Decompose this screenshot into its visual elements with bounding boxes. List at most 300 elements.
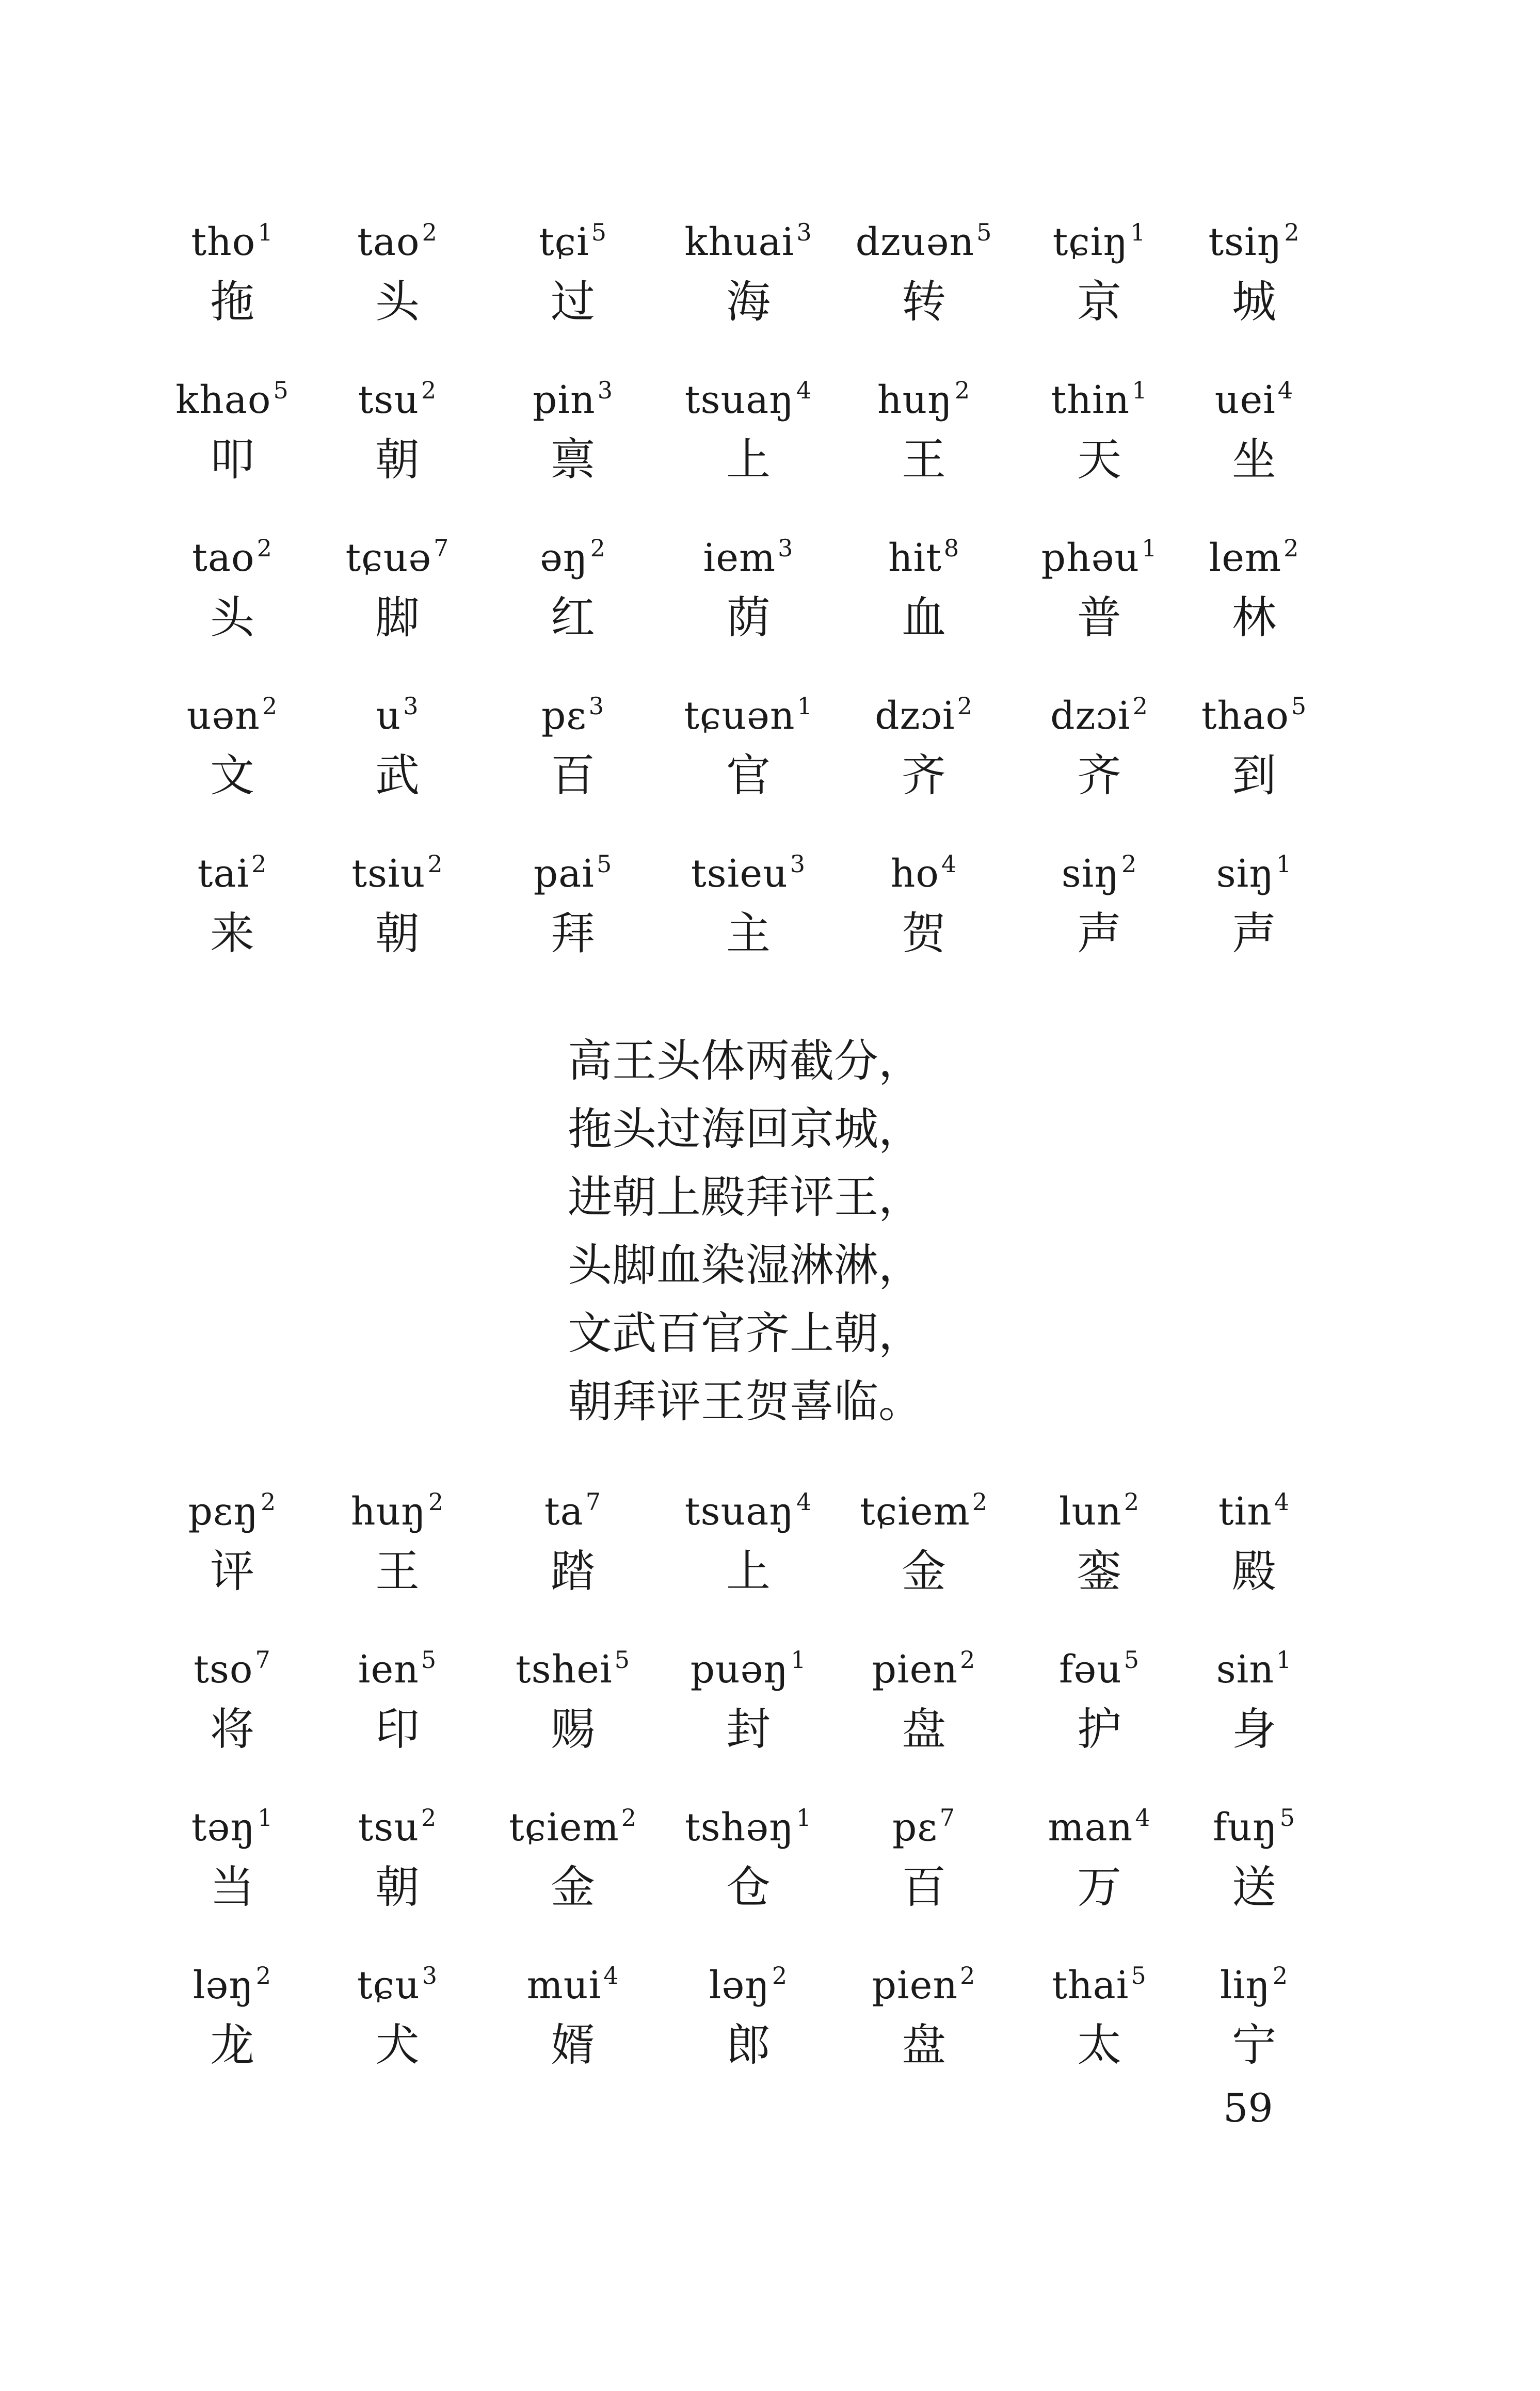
romanization-syllable: pin: [533, 378, 596, 422]
interlinear-block-2: [170, 1471, 1332, 2103]
syllable-cell: [1022, 1629, 1177, 1768]
chinese-character: 金: [902, 1546, 946, 1597]
tone-number: 1: [1276, 850, 1292, 878]
syllable-cell: [495, 359, 650, 499]
tone-number: 5: [591, 218, 607, 246]
romanization-syllable: tsu: [358, 1805, 420, 1850]
romanization: [495, 675, 650, 737]
romanization-syllable: siŋ: [1061, 852, 1120, 896]
syllable-cell: [320, 1945, 475, 2084]
romanization-syllable: huŋ: [877, 378, 953, 422]
syllable-cell: [1022, 359, 1177, 499]
romanization-syllable: dzɔi: [1050, 694, 1131, 738]
syllable-cell: [320, 517, 475, 656]
romanization: [1022, 1471, 1177, 1533]
syllable-cell: [671, 833, 826, 972]
romanization: [495, 1787, 650, 1849]
romanization-syllable: thai: [1052, 1963, 1129, 2008]
romanization: [320, 201, 475, 263]
poem-verse: [568, 1027, 923, 1436]
romanization: [320, 359, 475, 421]
syllable-cell: [846, 675, 1001, 814]
tone-number: 5: [1131, 1962, 1147, 1989]
romanization: [671, 1629, 826, 1691]
romanization-syllable: tɕu: [357, 1963, 420, 2008]
romanization: [155, 833, 310, 895]
tone-number: 1: [791, 1646, 807, 1674]
romanization-syllable: tao: [192, 536, 255, 580]
tone-number: 1: [258, 218, 274, 246]
poem-line: 高王头体两截分，: [568, 1035, 923, 1087]
romanization: [155, 1629, 310, 1691]
romanization-syllable: phəu: [1041, 536, 1140, 580]
romanization-syllable: lun: [1058, 1489, 1122, 1534]
syllable-cell: [671, 359, 826, 499]
romanization: [846, 1471, 1001, 1533]
romanization-syllable: tai: [197, 852, 250, 896]
chinese-character: 赐: [551, 1704, 595, 1755]
romanization-syllable: əŋ: [540, 536, 588, 580]
syllable-cell: [846, 833, 1001, 972]
romanization: [495, 1945, 650, 2007]
chinese-character: 盘: [902, 2019, 946, 2071]
chinese-character: 王: [902, 434, 946, 486]
chinese-character: 转: [902, 276, 946, 328]
syllable-cell: [1022, 201, 1177, 341]
tone-number: 7: [255, 1646, 271, 1674]
syllable-cell: [671, 517, 826, 656]
tone-number: 3: [796, 218, 812, 246]
romanization-syllable: təŋ: [191, 1805, 255, 1850]
romanization: [155, 1471, 310, 1533]
romanization-syllable: pien: [872, 1963, 958, 2008]
romanization-syllable: tshəŋ: [684, 1805, 794, 1850]
romanization: [320, 1945, 475, 2007]
interlinear-row: [170, 201, 1332, 359]
chinese-character: 仓: [726, 1862, 771, 1913]
tone-number: 4: [941, 850, 957, 878]
romanization: [1177, 675, 1332, 737]
romanization-syllable: tho: [191, 220, 256, 264]
chinese-character: 京: [1077, 276, 1121, 328]
syllable-cell: [155, 201, 310, 341]
chinese-character: 拖: [210, 276, 254, 328]
romanization-syllable: man: [1048, 1805, 1133, 1850]
tone-number: 1: [797, 692, 813, 720]
chinese-character: 脚: [375, 592, 420, 644]
chinese-character: 头: [210, 592, 254, 644]
romanization: [1022, 517, 1177, 579]
syllable-cell: [1177, 517, 1332, 656]
syllable-cell: [155, 833, 310, 972]
chinese-character: 齐: [902, 750, 946, 801]
tone-number: 1: [257, 1804, 274, 1832]
syllable-cell: [320, 833, 475, 972]
syllable-cell: [1177, 1945, 1332, 2084]
chinese-character: 宁: [1232, 2019, 1276, 2071]
romanization: [1177, 1945, 1332, 2007]
romanization: [1177, 833, 1332, 895]
tone-number: 2: [421, 1804, 437, 1832]
chinese-character: 齐: [1077, 750, 1121, 801]
romanization-syllable: lem: [1209, 536, 1282, 580]
syllable-cell: [155, 1787, 310, 1926]
interlinear-row: [170, 517, 1332, 675]
romanization-syllable: ləŋ: [709, 1963, 770, 2008]
chinese-character: 坐: [1232, 434, 1276, 486]
romanization-syllable: pien: [872, 1647, 958, 1692]
interlinear-row: [170, 1629, 1332, 1787]
chinese-character: 犬: [375, 2019, 420, 2071]
tone-number: 2: [957, 692, 973, 720]
romanization-syllable: uei: [1214, 378, 1276, 422]
romanization-syllable: tsiu: [351, 852, 426, 896]
romanization-syllable: fuŋ: [1213, 1805, 1278, 1850]
tone-number: 5: [273, 376, 289, 404]
syllable-cell: [495, 1629, 650, 1768]
tone-number: 3: [597, 376, 613, 404]
chinese-character: 到: [1232, 750, 1276, 801]
tone-number: 2: [954, 376, 971, 404]
chinese-character: 文: [210, 750, 254, 801]
chinese-character: 荫: [726, 592, 771, 644]
romanization: [1022, 1629, 1177, 1691]
tone-number: 2: [590, 534, 606, 562]
chinese-character: 声: [1232, 908, 1276, 959]
chinese-character: 护: [1077, 1704, 1121, 1755]
romanization-syllable: liŋ: [1220, 1963, 1271, 2008]
interlinear-row: [170, 359, 1332, 517]
romanization: [846, 1787, 1001, 1849]
romanization: [1177, 1471, 1332, 1533]
tone-number: 2: [261, 1488, 277, 1516]
chinese-character: 天: [1077, 434, 1121, 486]
chinese-character: 郎: [726, 2019, 771, 2071]
poem-line: 文武百官齐上朝，: [568, 1308, 923, 1359]
romanization-syllable: tso: [194, 1647, 253, 1692]
romanization: [1022, 1787, 1177, 1849]
romanization-syllable: pɛ: [541, 694, 587, 738]
romanization-syllable: pɛ: [892, 1805, 938, 1850]
chinese-character: 万: [1077, 1862, 1121, 1913]
romanization: [1177, 1787, 1332, 1849]
chinese-character: 上: [726, 1546, 771, 1597]
romanization: [671, 1945, 826, 2007]
tone-number: 2: [422, 218, 438, 246]
romanization: [495, 1471, 650, 1533]
tone-number: 1: [1142, 534, 1158, 562]
syllable-cell: [671, 675, 826, 814]
romanization-syllable: thin: [1051, 378, 1130, 422]
tone-number: 2: [1284, 218, 1300, 246]
syllable-cell: [320, 1471, 475, 1610]
chinese-character: 上: [726, 434, 771, 486]
syllable-cell: [846, 517, 1001, 656]
syllable-cell: [320, 201, 475, 341]
romanization-syllable: u: [376, 694, 402, 738]
tone-number: 2: [621, 1804, 637, 1832]
tone-number: 3: [778, 534, 794, 562]
romanization: [846, 359, 1001, 421]
romanization-syllable: tsuaŋ: [684, 1489, 794, 1534]
romanization: [495, 1629, 650, 1691]
tone-number: 2: [255, 1962, 272, 1989]
syllable-cell: [155, 1629, 310, 1768]
romanization-syllable: tɕuə: [345, 536, 432, 580]
chinese-character: 林: [1232, 592, 1276, 644]
syllable-cell: [1177, 675, 1332, 814]
romanization: [495, 833, 650, 895]
chinese-character: 婿: [551, 2019, 595, 2071]
tone-number: 2: [428, 1488, 444, 1516]
romanization: [320, 517, 475, 579]
tone-number: 5: [1291, 692, 1307, 720]
romanization-syllable: khuai: [684, 220, 795, 264]
syllable-cell: [671, 1787, 826, 1926]
tone-number: 1: [796, 1804, 812, 1832]
chinese-character: 印: [375, 1704, 420, 1755]
tone-number: 5: [614, 1646, 631, 1674]
romanization: [495, 201, 650, 263]
chinese-character: 当: [210, 1862, 254, 1913]
tone-number: 1: [1130, 218, 1146, 246]
romanization-syllable: tsu: [358, 378, 420, 422]
chinese-character: 銮: [1077, 1546, 1121, 1597]
syllable-cell: [671, 201, 826, 341]
chinese-character: 龙: [210, 2019, 254, 2071]
syllable-cell: [155, 1945, 310, 2084]
romanization-syllable: tsuaŋ: [684, 378, 794, 422]
tone-number: 7: [939, 1804, 955, 1832]
poem-line: 进朝上殿拜评王，: [568, 1172, 923, 1223]
romanization-syllable: tɕuən: [684, 694, 795, 738]
chinese-character: 血: [902, 592, 946, 644]
chinese-character: 海: [726, 276, 771, 328]
syllable-cell: [1177, 1471, 1332, 1610]
chinese-character: 来: [210, 908, 254, 959]
syllable-cell: [1177, 1787, 1332, 1926]
tone-number: 2: [262, 692, 278, 720]
romanization-syllable: tɕiem: [859, 1489, 970, 1534]
syllable-cell: [320, 359, 475, 499]
chinese-character: 封: [726, 1704, 771, 1755]
romanization: [1177, 1629, 1332, 1691]
chinese-character: 头: [375, 276, 420, 328]
syllable-cell: [1177, 1629, 1332, 1768]
interlinear-row: [170, 833, 1332, 991]
syllable-cell: [671, 1945, 826, 2084]
romanization: [320, 1629, 475, 1691]
syllable-cell: [846, 1787, 1001, 1926]
romanization-syllable: tao: [357, 220, 420, 264]
romanization-syllable: fəu: [1058, 1647, 1122, 1692]
syllable-cell: [495, 1787, 650, 1926]
romanization: [671, 675, 826, 737]
interlinear-row: [170, 1787, 1332, 1945]
syllable-cell: [155, 517, 310, 656]
chinese-character: 主: [726, 908, 771, 959]
tone-number: 2: [972, 1488, 988, 1516]
romanization-syllable: tin: [1218, 1489, 1272, 1534]
chinese-character: 将: [210, 1704, 254, 1755]
romanization: [1022, 675, 1177, 737]
chinese-character: 朝: [375, 434, 420, 486]
romanization-syllable: ho: [890, 852, 939, 896]
interlinear-row: [170, 675, 1332, 833]
romanization: [1022, 1945, 1177, 2007]
tone-number: 2: [1132, 692, 1148, 720]
romanization: [846, 833, 1001, 895]
romanization: [495, 517, 650, 579]
romanization: [671, 1471, 826, 1533]
tone-number: 2: [1272, 1962, 1289, 1989]
chinese-character: 拜: [551, 908, 595, 959]
syllable-cell: [1022, 1787, 1177, 1926]
chinese-character: 禀: [551, 434, 595, 486]
romanization-syllable: ləŋ: [192, 1963, 254, 2008]
tone-number: 2: [1124, 1488, 1140, 1516]
syllable-cell: [1177, 833, 1332, 972]
chinese-character: 百: [551, 750, 595, 801]
interlinear-row: [170, 1471, 1332, 1629]
romanization: [155, 201, 310, 263]
romanization: [1022, 833, 1177, 895]
syllable-cell: [495, 833, 650, 972]
romanization-syllable: tɕi: [538, 220, 589, 264]
romanization: [846, 517, 1001, 579]
poem-line: 拖头过海回京城，: [568, 1103, 923, 1155]
syllable-cell: [1022, 675, 1177, 814]
romanization: [155, 359, 310, 421]
romanization-syllable: ien: [358, 1647, 419, 1692]
syllable-cell: [495, 201, 650, 341]
tone-number: 2: [427, 850, 443, 878]
romanization: [1177, 517, 1332, 579]
romanization: [846, 675, 1001, 737]
romanization-syllable: sin: [1216, 1647, 1275, 1692]
romanization-syllable: tɕiŋ: [1052, 220, 1129, 264]
syllable-cell: [155, 359, 310, 499]
tone-number: 5: [1279, 1804, 1295, 1832]
chinese-character: 普: [1077, 592, 1121, 644]
romanization: [320, 1787, 475, 1849]
interlinear-row: [170, 1945, 1332, 2103]
romanization: [671, 201, 826, 263]
romanization: [671, 833, 826, 895]
poem-line: 头脚血染湿淋淋，: [568, 1240, 923, 1291]
syllable-cell: [1022, 517, 1177, 656]
romanization: [846, 1629, 1001, 1691]
chinese-character: 过: [551, 276, 595, 328]
romanization-syllable: siŋ: [1216, 852, 1275, 896]
chinese-character: 声: [1077, 908, 1121, 959]
syllable-cell: [1022, 1945, 1177, 2084]
romanization-syllable: tsieu: [691, 852, 788, 896]
tone-number: 3: [588, 692, 604, 720]
syllable-cell: [495, 517, 650, 656]
tone-number: 2: [960, 1646, 976, 1674]
syllable-cell: [846, 359, 1001, 499]
tone-number: 8: [943, 534, 960, 562]
syllable-cell: [495, 675, 650, 814]
romanization-syllable: tsiŋ: [1208, 220, 1282, 264]
chinese-character: 朝: [375, 1862, 420, 1913]
chinese-character: 武: [375, 750, 420, 801]
syllable-cell: [495, 1945, 650, 2084]
romanization: [671, 1787, 826, 1849]
romanization: [155, 1945, 310, 2007]
tone-number: 5: [976, 218, 992, 246]
chinese-character: 百: [902, 1862, 946, 1913]
romanization-syllable: dzɔi: [875, 694, 955, 738]
tone-number: 3: [403, 692, 419, 720]
syllable-cell: [671, 1629, 826, 1768]
chinese-character: 红: [551, 592, 595, 644]
tone-number: 4: [796, 1488, 812, 1516]
tone-number: 7: [585, 1488, 602, 1516]
syllable-cell: [1177, 201, 1332, 341]
syllable-cell: [846, 1471, 1001, 1610]
romanization-syllable: tshei: [515, 1647, 613, 1692]
romanization-syllable: pɛŋ: [188, 1489, 259, 1534]
romanization: [155, 517, 310, 579]
tone-number: 5: [596, 850, 613, 878]
syllable-cell: [320, 1787, 475, 1926]
interlinear-block-1: [170, 201, 1332, 991]
chinese-character: 身: [1232, 1704, 1276, 1755]
chinese-character: 踏: [551, 1546, 595, 1597]
romanization-syllable: dzuən: [855, 220, 975, 264]
syllable-cell: [846, 201, 1001, 341]
syllable-cell: [846, 1629, 1001, 1768]
tone-number: 4: [1274, 1488, 1290, 1516]
romanization-syllable: puəŋ: [690, 1647, 789, 1692]
romanization-syllable: hit: [888, 536, 942, 580]
romanization: [671, 517, 826, 579]
tone-number: 2: [1284, 534, 1300, 562]
tone-number: 4: [1135, 1804, 1151, 1832]
romanization-syllable: pai: [533, 852, 595, 896]
syllable-cell: [1177, 359, 1332, 499]
chinese-character: 太: [1077, 2019, 1121, 2071]
tone-number: 2: [256, 534, 272, 562]
syllable-cell: [671, 1471, 826, 1610]
romanization: [495, 359, 650, 421]
syllable-cell: [320, 675, 475, 814]
romanization-syllable: huŋ: [350, 1489, 426, 1534]
romanization-syllable: iem: [703, 536, 776, 580]
tone-number: 4: [603, 1962, 619, 1989]
syllable-cell: [846, 1945, 1001, 2084]
tone-number: 5: [421, 1646, 437, 1674]
romanization: [846, 1945, 1001, 2007]
chinese-character: 评: [210, 1546, 254, 1597]
chinese-character: 贺: [902, 908, 946, 959]
chinese-character: 金: [551, 1862, 595, 1913]
syllable-cell: [320, 1629, 475, 1768]
tone-number: 1: [1276, 1646, 1292, 1674]
tone-number: 2: [251, 850, 267, 878]
tone-number: 2: [421, 376, 437, 404]
syllable-cell: [155, 1471, 310, 1610]
tone-number: 1: [1132, 376, 1148, 404]
romanization: [671, 359, 826, 421]
syllable-cell: [1022, 1471, 1177, 1610]
romanization: [320, 1471, 475, 1533]
chinese-character: 殿: [1232, 1546, 1276, 1597]
chinese-character: 叩: [210, 434, 254, 486]
romanization-syllable: khao: [175, 378, 271, 422]
